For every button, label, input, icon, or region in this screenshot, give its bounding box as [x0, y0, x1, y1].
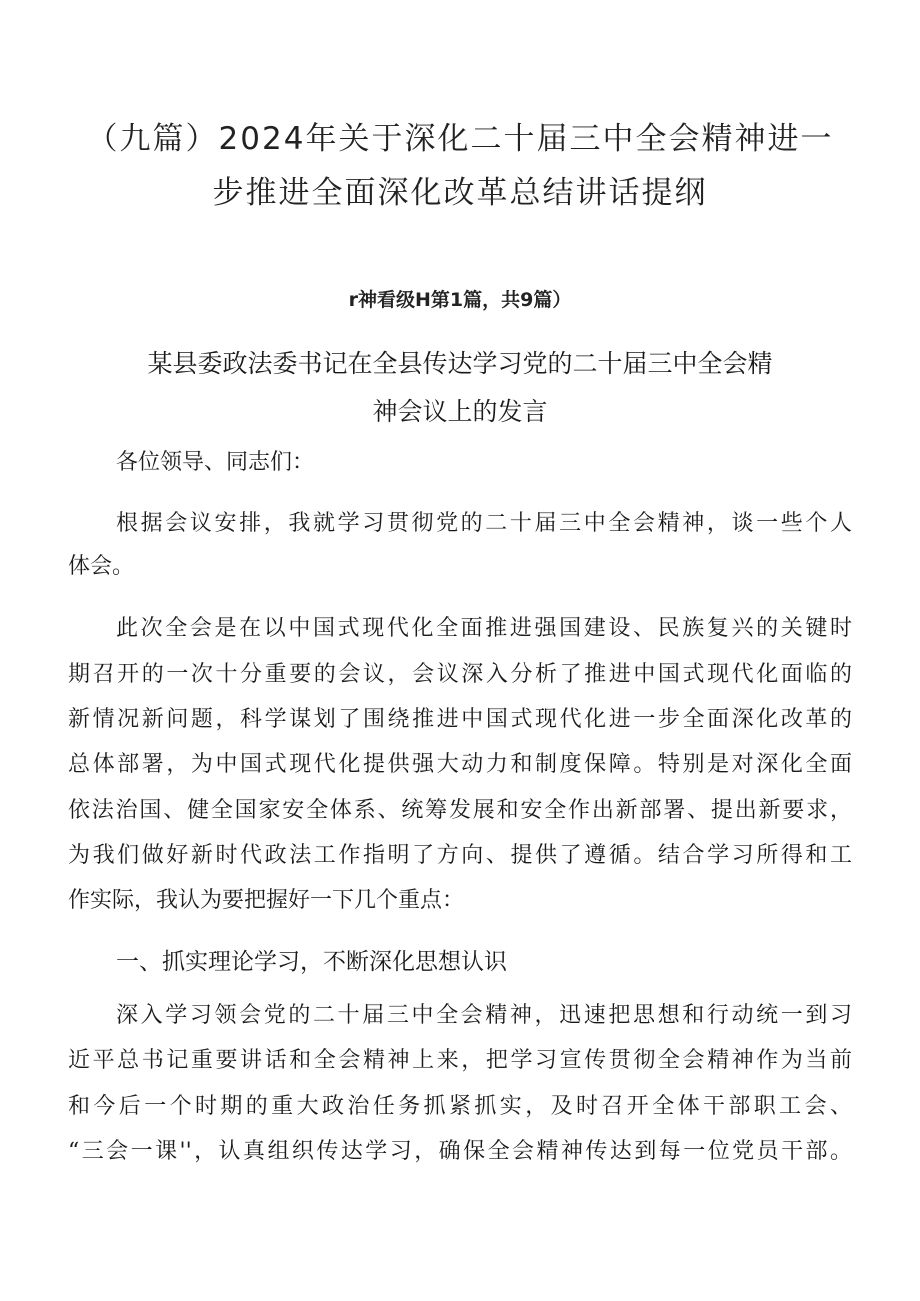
speech-title-line-1: 某县委政法委书记在全县传达学习党的二十届三中全会精 — [147, 349, 773, 378]
paragraph2-line-6: 为我们做好新时代政法工作指明了方向、提供了遵循。结合学习所得和工 — [68, 843, 852, 868]
part-label: r神看级H第1篇，共9篇） — [348, 289, 572, 311]
section1-line-3: 和今后一个时期的重大政治任务抓紧抓实，及时召开全体干部职工会、 — [68, 1094, 852, 1119]
section1-heading: 一、抓实理论学习，不断深化思想认识 — [116, 949, 507, 975]
paragraph2-line-3: 新情况新问题，科学谋划了围绕推进中国式现代化进一步全面深化改革的 — [68, 707, 852, 732]
section1-line-1: 深入学习领会党的二十届三中全会精神，迅速把思想和行动统一到习 — [116, 1003, 852, 1028]
intro-line-1: 根据会议安排，我就学习贯彻党的二十届三中全会精神，谈一些个人 — [116, 511, 852, 536]
paragraph2-line-4: 总体部署，为中国式现代化提供强大动力和制度保障。特别是对深化全面 — [68, 752, 852, 777]
salutation: 各位领导、同志们： — [116, 450, 315, 475]
document-title-line-2: 步推进全面深化改革总结讲话提纲 — [212, 175, 708, 211]
section1-line-4: “三会一课''，认真组织传达学习，确保全会精神传达到每一位党员干部。 — [68, 1139, 852, 1164]
paragraph2-line-2: 期召开的一次十分重要的会议，会议深入分析了推进中国式现代化面临的 — [68, 662, 852, 687]
speech-title-line-2: 神会议上的发言 — [372, 397, 548, 426]
document-title-line-1: （九篇）2024年关于深化二十届三中全会精神进一 — [86, 121, 834, 157]
intro-line-2: 体会。 — [68, 554, 135, 579]
paragraph2-line-7: 作实际，我认为要把握好一下几个重点： — [68, 888, 465, 913]
paragraph2-line-1: 此次全会是在以中国式现代化全面推进强国建设、民族复兴的关键时 — [116, 616, 852, 641]
paragraph2-line-5: 依法治国、健全国家安全体系、统筹发展和安全作出新部署、提出新要求， — [68, 798, 852, 823]
section1-line-2: 近平总书记重要讲话和全会精神上来，把学习宣传贯彻全会精神作为当前 — [68, 1048, 852, 1073]
